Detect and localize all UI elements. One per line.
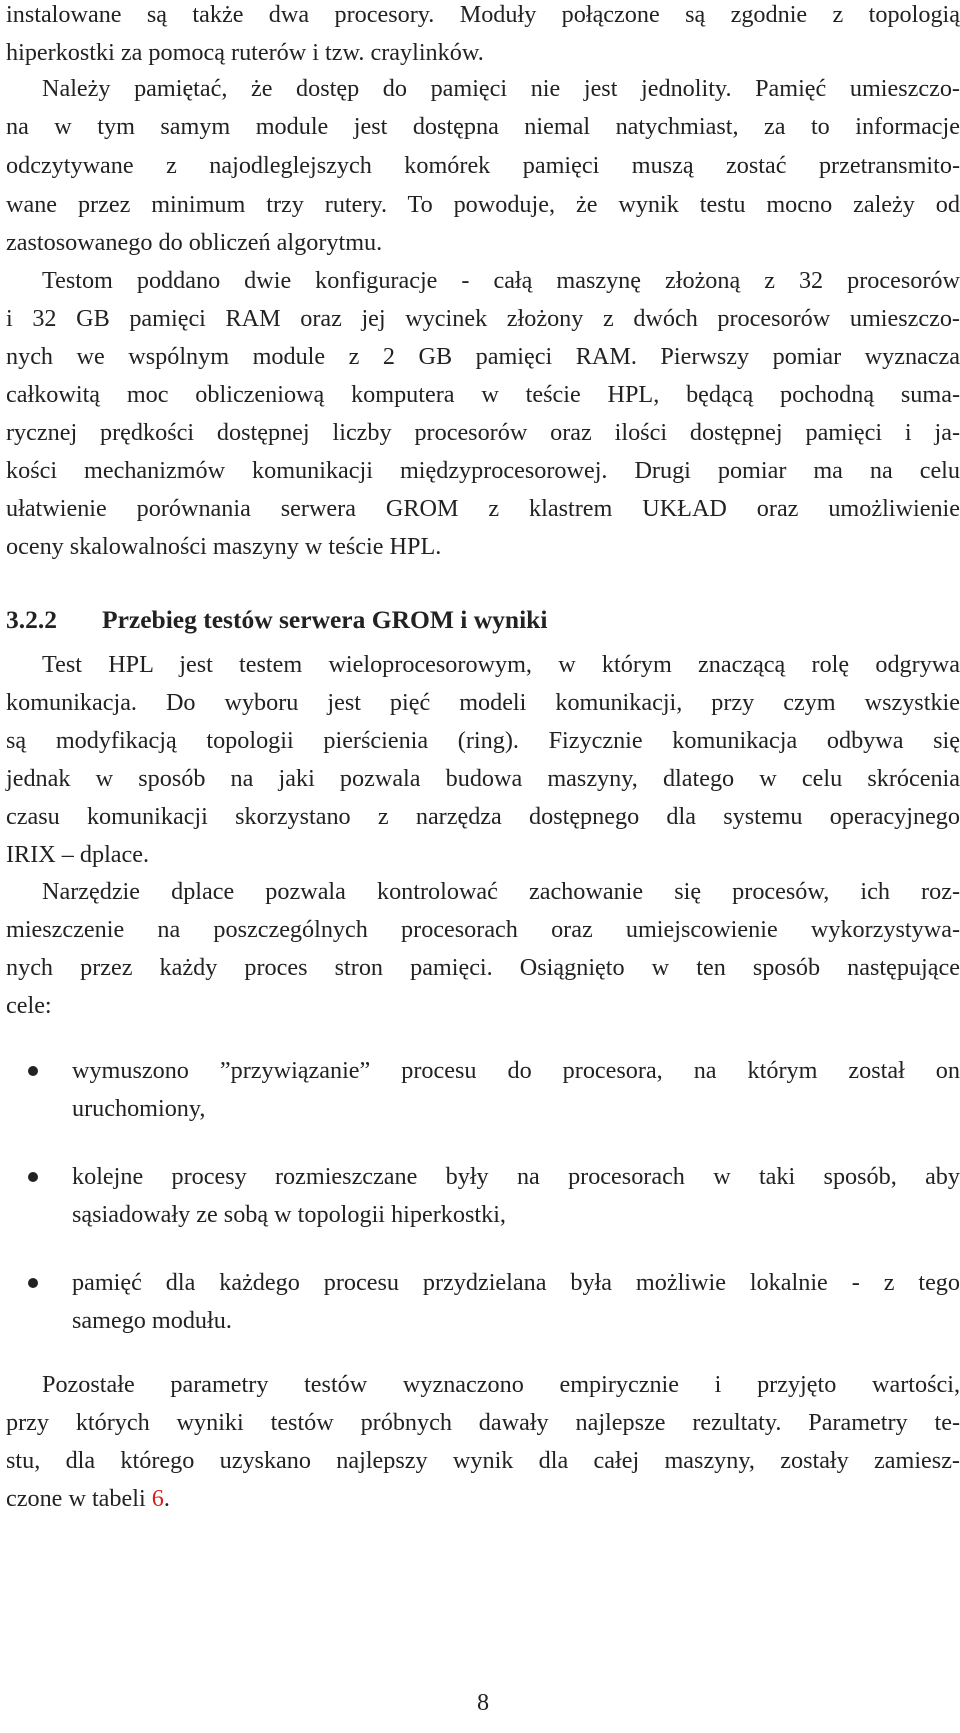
text-line: na w tym samym module jest dostępna niemal natychmiast, za to informacje [6, 113, 960, 140]
text-line: kolejne procesy rozmieszczane były na procesorach w taki sposób, aby [72, 1163, 960, 1190]
text-line: jednak w sposób na jaki pozwala budowa maszyny, dlatego w celu skrócenia [6, 765, 960, 792]
text-line: wymuszono ”przywiązanie” procesu do procesora, na którym został on [72, 1057, 960, 1084]
section-title: Przebieg testów serwera GROM i wyniki [102, 605, 548, 634]
text-line: mieszczenie na poszczególnych procesorach oraz umiejscowienie wykorzystywa- [6, 916, 960, 943]
text-line: rycznej prędkości dostępnej liczby procesorów oraz ilości dostępnej pamięci i ja- [6, 419, 960, 446]
section-number: 3.2.2 [6, 605, 57, 634]
text-line: Testom poddano dwie konfiguracje - całą maszynę złożoną z 32 procesorów [42, 267, 960, 294]
text-line: czasu komunikacji skorzystano z narzędza dostępnego dla systemu operacyjnego [6, 803, 960, 830]
table-reference-link[interactable]: 6 [151, 1485, 164, 1512]
text-line: Narzędzie dplace pozwala kontrolować zachowanie się procesów, ich roz- [42, 878, 960, 905]
section-heading [6, 605, 547, 635]
text-line: kości mechanizmów komunikacji międzyprocesorowej. Drugi pomiar ma na celu [6, 457, 960, 484]
text-line: sąsiadowały ze sobą w topologii hiperkostki, [72, 1201, 506, 1228]
text-line: hiperkostki za pomocą ruterów i tzw. craylinków. [6, 39, 484, 66]
text-line: wane przez minimum trzy rutery. To powoduje, że wynik testu mocno zależy od [6, 191, 960, 218]
text-line: stu, dla którego uzyskano najlepszy wynik dla całej maszyny, zostały zamiesz- [6, 1447, 960, 1474]
text-line: pamięć dla każdego procesu przydzielana była możliwie lokalnie - z tego [72, 1269, 960, 1296]
bullet-icon [28, 1172, 38, 1182]
text-line: cele: [6, 992, 52, 1019]
text-line: przy których wyniki testów próbnych dawały najlepsze rezultaty. Parametry te- [6, 1409, 960, 1436]
text-line: nych przez każdy proces stron pamięci. Osiągnięto w ten sposób następujące [6, 954, 960, 981]
text-line: uruchomiony, [72, 1095, 206, 1122]
bullet-icon [28, 1278, 38, 1288]
text-line: nych we wspólnym module z 2 GB pamięci RAM. Pierwszy pomiar wyznacza [6, 343, 960, 370]
text-line: samego modułu. [72, 1307, 232, 1334]
text-line: oceny skalowalności maszyny w teście HPL. [6, 533, 442, 560]
page-number: 8 [476, 1689, 490, 1716]
text-line: zastosowanego do obliczeń algorytmu. [6, 229, 383, 256]
text-line: Pozostałe parametry testów wyznaczono empirycznie i przyjęto wartości, [42, 1371, 960, 1398]
text-line: i 32 GB pamięci RAM oraz jej wycinek złożony z dwóch procesorów umieszczo- [6, 305, 960, 332]
text-line: są modyfikacją topologii pierścienia (ring). Fizycznie komunikacja odbywa się [6, 727, 960, 754]
text-line: komunikacja. Do wyboru jest pięć modeli komunikacji, przy czym wszystkie [6, 689, 960, 716]
text-line [6, 1484, 960, 1514]
text-line: instalowane są także dwa procesory. Moduły połączone są zgodnie z topologią [6, 1, 960, 28]
text-line: całkowitą moc obliczeniową komputera w teście HPL, będącą pochodną suma- [6, 381, 960, 408]
text-line: ułatwienie porównania serwera GROM z klastrem UKŁAD oraz umożliwienie [6, 495, 960, 522]
text-line: Należy pamiętać, że dostęp do pamięci nie jest jednolity. Pamięć umieszczo- [42, 75, 960, 102]
text-line: IRIX – dplace. [6, 841, 150, 868]
document-page [6, 0, 960, 1733]
bullet-icon [28, 1066, 38, 1076]
text-line-start: czone w tabeli [6, 1485, 152, 1512]
text-line: odczytywane z najodleglejszych komórek pamięci muszą zostać przetransmito- [6, 152, 960, 179]
text-line: Test HPL jest testem wieloprocesorowym, w którym znaczącą rolę odgrywa [42, 651, 960, 678]
text-line-end: . [163, 1485, 170, 1512]
